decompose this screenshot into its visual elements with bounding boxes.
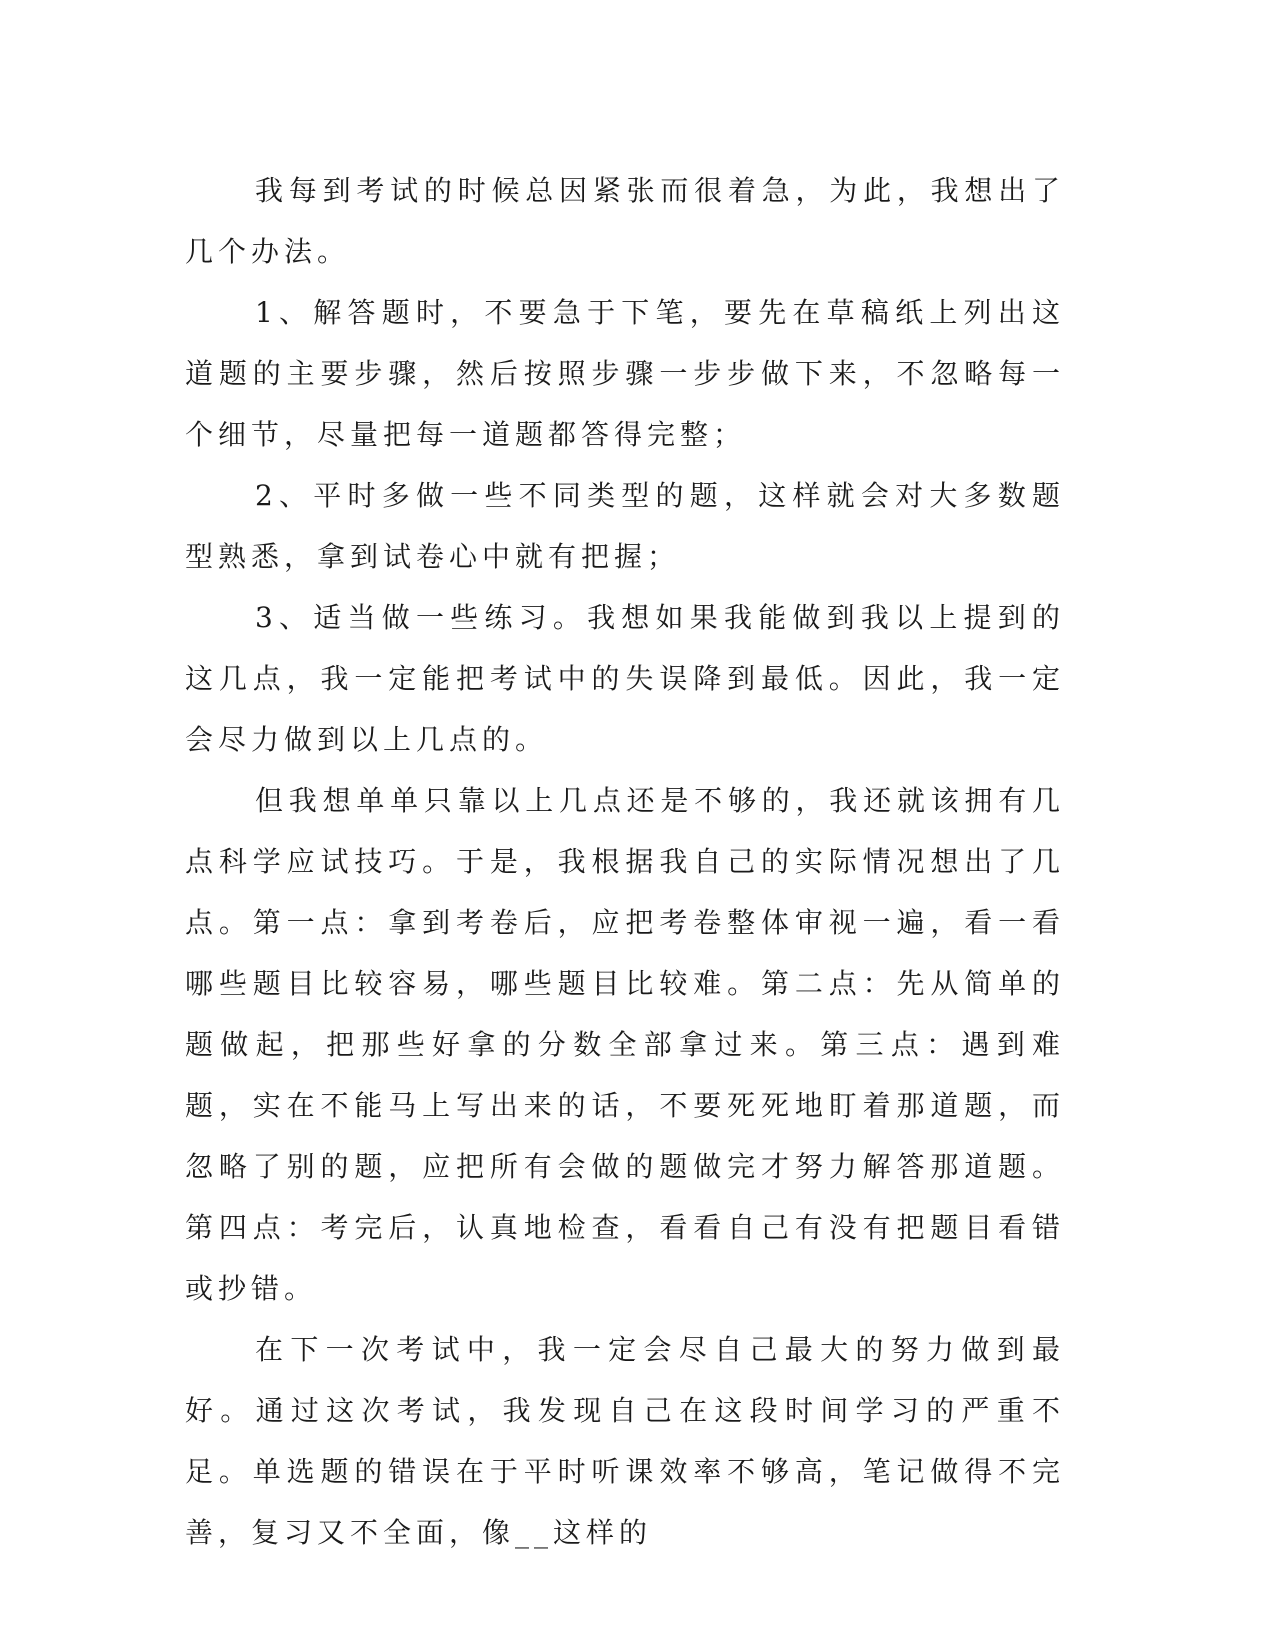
body-text [185, 160, 1065, 1563]
paragraph-tip-2: 2、平时多做一些不同类型的题，这样就会对大多数题型熟悉，拿到试卷心中就有把握； [185, 479, 1065, 573]
paragraph-tip-1: 1、解答题时，不要急于下笔，要先在草稿纸上列出这道题的主要步骤，然后按照步骤一步步做下来，不忽略每一个细节，尽量把每一道题都答得完整； [185, 296, 1065, 451]
paragraph-next-exam: 在下一次考试中，我一定会尽自己最大的努力做到最好。通过这次考试，我发现自己在这段时间学习的严重不足。单选题的错误在于平时听课效率不够高，笔记做得不完善，复习又不全面，像__这样的 [185, 1333, 1065, 1549]
paragraph-exam-skills: 但我想单单只靠以上几点还是不够的，我还就该拥有几点科学应试技巧。于是，我根据我自己的实际情况想出了几点。第一点：拿到考卷后，应把考卷整体审视一遍，看一看哪些题目比较容易，哪些题目比较难。第二点：先从简单的题做起，把那些好拿的分数全部拿过来。第三点：遇到难题，实在不能马上写出来的话，不要死死地盯着那道题，而忽略了别的题，应把所有会做的题做完才努力解答那道题。第四点：考完后，认真地检查，看看自己有没有把题目看错或抄错。 [185, 784, 1065, 1305]
paragraph-tip-3: 3、适当做一些练习。我想如果我能做到我以上提到的这几点，我一定能把考试中的失误降到最低。因此，我一定会尽力做到以上几点的。 [185, 601, 1065, 756]
paragraph-intro: 我每到考试的时候总因紧张而很着急，为此，我想出了几个办法。 [185, 174, 1065, 268]
